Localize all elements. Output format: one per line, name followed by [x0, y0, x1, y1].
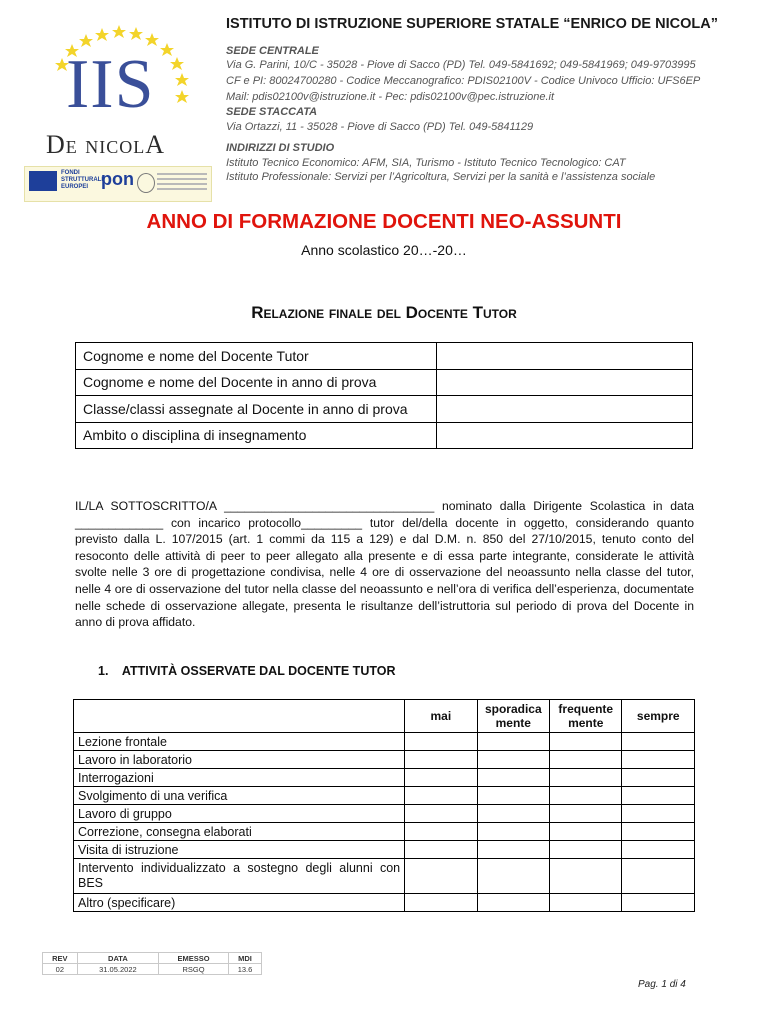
check-cell[interactable] [550, 787, 622, 805]
sede-centrale-label: SEDE CENTRALE [226, 45, 319, 57]
activities-table [73, 699, 695, 912]
info-value-field[interactable] [437, 396, 693, 423]
info-label: Ambito o disciplina di insegnamento [76, 422, 437, 449]
activity-label: Visita di istruzione [74, 841, 405, 859]
table-row [74, 769, 695, 787]
check-cell[interactable] [477, 841, 549, 859]
check-cell[interactable] [622, 733, 695, 751]
eu-funds-banner [24, 166, 212, 202]
check-cell[interactable] [622, 823, 695, 841]
info-value-field[interactable] [437, 369, 693, 396]
header-frequentemente: frequente mente [550, 700, 622, 733]
check-cell[interactable] [405, 787, 477, 805]
check-cell[interactable] [477, 751, 549, 769]
info-label: Cognome e nome del Docente in anno di prova [76, 369, 437, 396]
institute-title: ISTITUTO DI ISTRUZIONE SUPERIORE STATALE “ENRICO DE NICOLA” [226, 16, 718, 32]
section-number: 1. [98, 664, 109, 678]
table-row [74, 805, 695, 823]
check-cell[interactable] [550, 894, 622, 912]
check-cell[interactable] [622, 751, 695, 769]
table-row [76, 422, 693, 449]
school-year: Anno scolastico 20…-20… [301, 242, 467, 258]
table-row [74, 859, 695, 894]
check-cell[interactable] [550, 751, 622, 769]
check-cell[interactable] [405, 751, 477, 769]
check-cell[interactable] [622, 805, 695, 823]
check-cell[interactable] [477, 894, 549, 912]
branch-address-line: Via Ortazzi, 11 - 35028 - Piove di Sacco (PD) Tel. 049-5841129 [226, 121, 534, 133]
check-cell[interactable] [622, 859, 695, 894]
check-cell[interactable] [405, 841, 477, 859]
header-sporadicamente: sporadica mente [477, 700, 549, 733]
table-row [74, 841, 695, 859]
header-sempre: sempre [622, 700, 695, 733]
eu-flag-icon [29, 171, 57, 191]
page-number: Pag. 1 di 4 [638, 979, 686, 990]
check-cell[interactable] [622, 769, 695, 787]
tutor-info-table [75, 342, 693, 449]
info-value-field[interactable] [437, 343, 693, 370]
school-logo [22, 14, 214, 190]
revision-value-row [43, 964, 262, 975]
check-cell[interactable] [550, 823, 622, 841]
info-label: Classe/classi assegnate al Docente in anno di prova [76, 396, 437, 423]
section-label: ATTIVITÀ OSSERVATE DAL DOCENTE TUTOR [121, 664, 396, 678]
check-cell[interactable] [405, 805, 477, 823]
check-cell[interactable] [622, 841, 695, 859]
banner-small-print [157, 173, 207, 193]
table-row [74, 823, 695, 841]
rev-header: REV [43, 953, 78, 964]
check-cell[interactable] [477, 823, 549, 841]
main-title: ANNO DI FORMAZIONE DOCENTI NEO-ASSUNTI [146, 210, 622, 233]
activity-label: Lezione frontale [74, 733, 405, 751]
check-cell[interactable] [405, 823, 477, 841]
check-cell[interactable] [550, 769, 622, 787]
header-activity [74, 700, 405, 733]
table-row [74, 733, 695, 751]
check-cell[interactable] [622, 894, 695, 912]
revision-header-row [43, 953, 262, 964]
logo-name-text: De nicolA [46, 130, 166, 159]
activity-label: Interrogazioni [74, 769, 405, 787]
issued-value: RSGQ [159, 964, 229, 975]
check-cell[interactable] [550, 859, 622, 894]
activity-label: Lavoro in laboratorio [74, 751, 405, 769]
check-cell[interactable] [405, 733, 477, 751]
report-title: Relazione finale del Docente Tutor [251, 303, 517, 322]
table-row [76, 369, 693, 396]
check-cell[interactable] [622, 787, 695, 805]
date-header: DATA [77, 953, 158, 964]
republic-emblem-icon [137, 173, 155, 193]
mdi-value: 13.6 [229, 964, 262, 975]
header-mai: mai [405, 700, 477, 733]
table-row [76, 396, 693, 423]
table-row [76, 343, 693, 370]
rev-value: 02 [43, 964, 78, 975]
table-header-row [74, 700, 695, 733]
check-cell[interactable] [477, 859, 549, 894]
info-label: Cognome e nome del Docente Tutor [76, 343, 437, 370]
table-row [74, 751, 695, 769]
indirizzi-label: INDIRIZZI DI STUDIO [226, 142, 335, 154]
check-cell[interactable] [405, 769, 477, 787]
check-cell[interactable] [550, 733, 622, 751]
info-value-field[interactable] [437, 422, 693, 449]
check-cell[interactable] [550, 805, 622, 823]
address-line: Via G. Parini, 10/C - 35028 - Piove di Sacco (PD) Tel. 049-5841692; 049-5841969; 049-9703995 [226, 59, 696, 71]
issued-header: EMESSO [159, 953, 229, 964]
activity-label: Correzione, consegna elaborati [74, 823, 405, 841]
sede-staccata-label: SEDE STACCATA [226, 106, 318, 118]
revision-table [42, 952, 262, 975]
pon-logo: pon [101, 169, 134, 189]
mail-line: Mail: pdis02100v@istruzione.it - Pec: pdis02100v@pec.istruzione.it [226, 91, 555, 103]
mdi-header: MDI [229, 953, 262, 964]
check-cell[interactable] [550, 841, 622, 859]
table-row [74, 894, 695, 912]
check-cell[interactable] [477, 769, 549, 787]
activity-label: Lavoro di gruppo [74, 805, 405, 823]
section-1-title [98, 664, 396, 678]
check-cell[interactable] [477, 733, 549, 751]
check-cell[interactable] [405, 859, 477, 894]
table-row [74, 787, 695, 805]
codes-line: CF e PI: 80024700280 - Codice Meccanografico: PDIS02100V - Codice Univoco Ufficio: UFS6EP [226, 75, 701, 87]
study-line-1: Istituto Tecnico Economico: AFM, SIA, Turismo - Istituto Tecnico Tecnologico: CAT [226, 157, 626, 169]
date-value: 31.05.2022 [77, 964, 158, 975]
check-cell[interactable] [405, 894, 477, 912]
declaration-paragraph: IL/LA SOTTOSCRITTO/A _______________________________ nominato dalla Dirigente Scolastica in data _____________ con incarico protocollo_________ tutor del/della docente in oggetto, considerando quanto previsto dalla L. 107/2015 (art. 1 commi da 115 a 129) e dal D.M. n. 850 del 27/10/2015, tenuto conto del resoconto delle attività di peer to peer allegato alla presente e di essa parte integrante, considerate le attività svolte nelle 3 ore di progettazione condivisa, nelle 4 ore di osservazione del neoassunto nella classe del tutor, nelle 4 ore di osservazione del tutor nella classe del neoassunto e nell’ora di verifica dell’esperienza, documentate nelle schede di osservazione allegate, presenta le risultanze dell’istruttoria sul periodo di prova del Docente in anno di prova affidato. [75, 499, 694, 630]
logo-iis-text: IIS [66, 46, 155, 123]
check-cell[interactable] [477, 787, 549, 805]
study-line-2: Istituto Professionale: Servizi per l’Agricoltura, Servizi per la sanità e l’assistenza sociale [226, 171, 656, 183]
activity-label: Intervento individualizzato a sostegno degli alunni con BES [74, 859, 405, 894]
activity-label: Altro (specificare) [74, 894, 405, 912]
funds-label: FONDI STRUTTURALI EUROPEI [61, 170, 103, 190]
check-cell[interactable] [477, 805, 549, 823]
activity-label: Svolgimento di una verifica [74, 787, 405, 805]
